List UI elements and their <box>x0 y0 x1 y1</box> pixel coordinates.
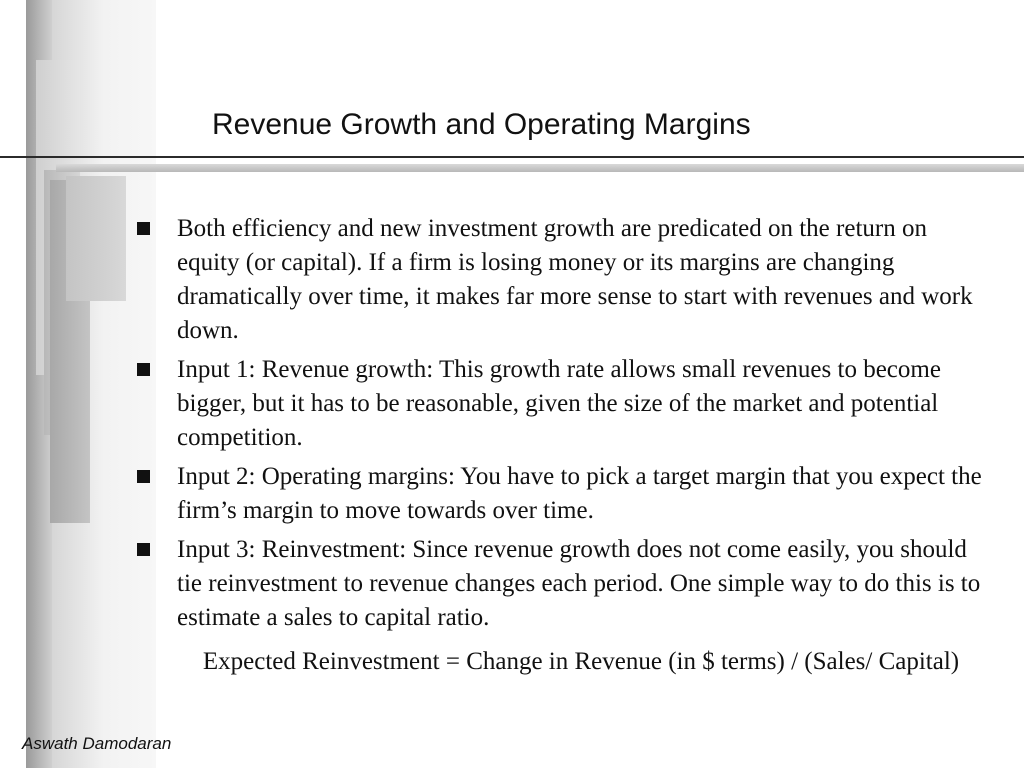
decor-bar-6 <box>66 176 126 301</box>
list-item <box>134 533 994 635</box>
bullet-text: Input 3: Reinvestment: Since revenue growth does not come easily, you should tie reinvestment to revenue changes each period. One simple way to do this is to estimate a sales to capital ratio. <box>177 536 981 631</box>
title-shadow-bar <box>56 164 1024 172</box>
slide-title: Revenue Growth and Operating Margins <box>212 108 751 141</box>
list-item <box>134 353 994 455</box>
square-bullet-icon <box>137 470 150 483</box>
square-bullet-icon <box>137 222 150 235</box>
bullet-text: Both efficiency and new investment growth are predicated on the return on equity (or capital). If a firm is losing money or its margins are changing dramatically over time, it makes far more sense to start with revenues and work down. <box>177 215 973 344</box>
formula-text: Expected Reinvestment = Change in Revenue (in $ terms) / (Sales/ Capital) <box>202 648 960 675</box>
bullet-list <box>134 212 994 640</box>
bullet-text: Input 1: Revenue growth: This growth rate allows small revenues to become bigger, but it has to be reasonable, given the size of the market and potential competition. <box>177 356 941 451</box>
square-bullet-icon <box>137 543 150 556</box>
bullet-text: Input 2: Operating margins: You have to pick a target margin that you expect the firm’s margin to move towards over time. <box>177 463 982 524</box>
list-item <box>134 212 994 348</box>
list-item <box>134 460 994 528</box>
square-bullet-icon <box>137 363 150 376</box>
title-rule <box>0 156 1024 158</box>
author-footer: Aswath Damodaran <box>22 734 172 753</box>
